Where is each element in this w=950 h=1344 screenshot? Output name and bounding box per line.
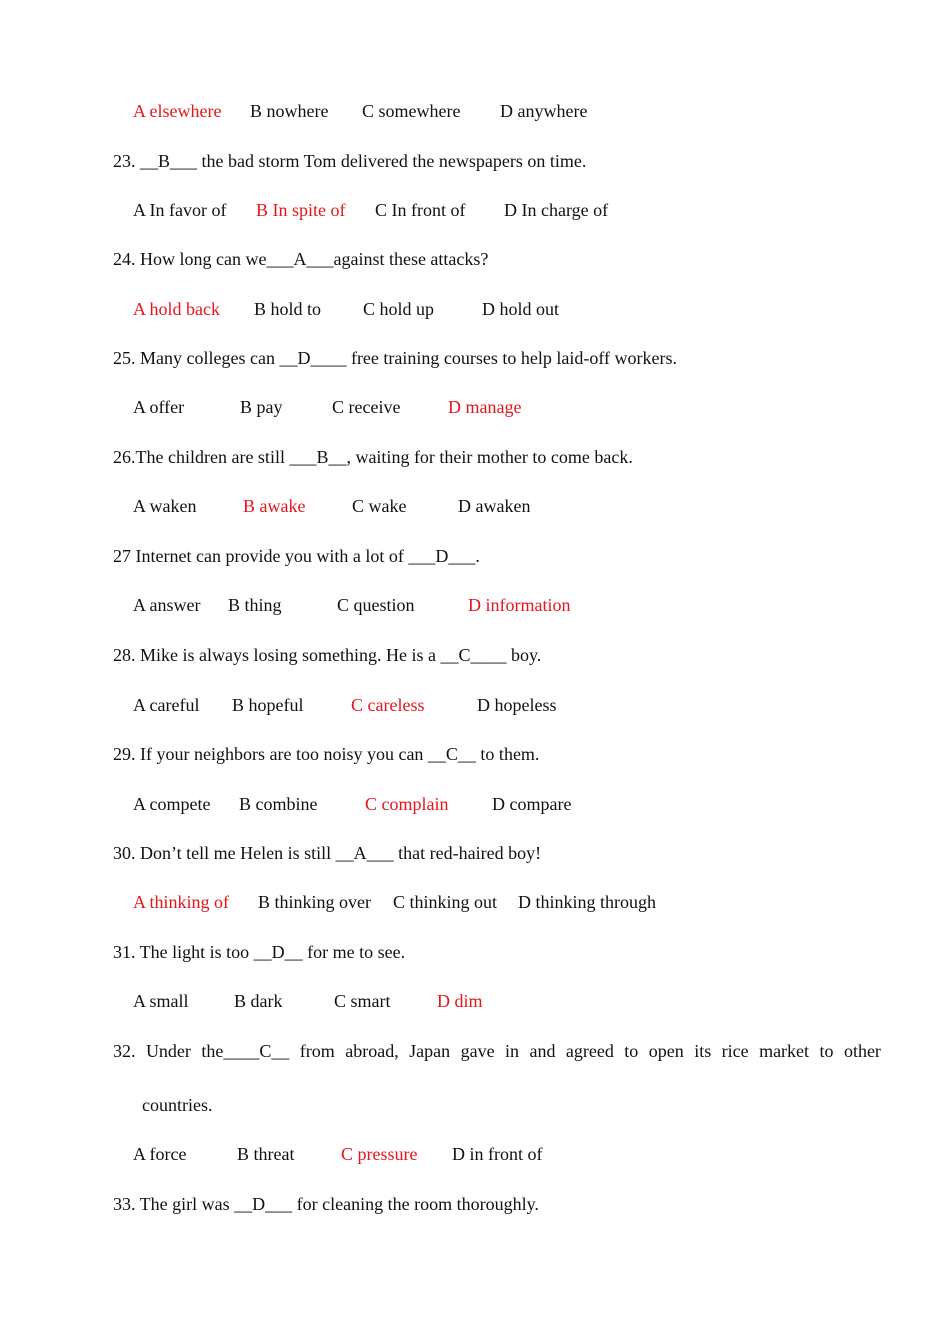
choice-option: A waken xyxy=(133,496,197,516)
question-text xyxy=(113,1040,881,1062)
question-text: 33. The girl was __D___ for cleaning the room thoroughly. xyxy=(113,1194,539,1214)
question-word: Under xyxy=(145,1041,191,1061)
choice-option: B hopeful xyxy=(232,695,304,715)
choice-option: A force xyxy=(133,1144,187,1164)
choice-option: B hold to xyxy=(254,299,322,319)
question-word: its xyxy=(694,1041,712,1061)
question-text: 27 Internet can provide you with a lot of ___D___. xyxy=(113,546,480,566)
answer-option: C pressure xyxy=(341,1144,418,1164)
choice-option: D in front of xyxy=(452,1144,543,1164)
choice-option: C smart xyxy=(334,991,391,1011)
choice-option: A In favor of xyxy=(133,200,227,220)
answer-option: A elsewhere xyxy=(133,101,222,121)
question-word: abroad, xyxy=(345,1041,399,1061)
choice-option: C In front of xyxy=(375,200,466,220)
choice-option: C thinking out xyxy=(393,892,498,912)
choice-option: B thing xyxy=(228,595,282,615)
question-text: 25. Many colleges can __D____ free training courses to help laid-off workers. xyxy=(113,348,678,368)
choice-option: C wake xyxy=(352,496,407,516)
question-word: in xyxy=(505,1041,520,1061)
question-word: from xyxy=(299,1041,335,1061)
question-word: rice xyxy=(721,1041,749,1061)
choice-option: D In charge of xyxy=(504,200,609,220)
choice-option: B threat xyxy=(237,1144,295,1164)
choice-option: C receive xyxy=(332,397,401,417)
choice-option: B thinking over xyxy=(258,892,371,912)
question-continuation: countries. xyxy=(142,1095,213,1115)
choice-option: D anywhere xyxy=(500,101,588,121)
answer-option: D information xyxy=(468,595,571,615)
question-word: to xyxy=(819,1041,834,1061)
choice-option: A small xyxy=(133,991,189,1011)
choice-option: B nowhere xyxy=(250,101,329,121)
question-word: Japan xyxy=(409,1041,451,1061)
answer-option: C complain xyxy=(365,794,449,814)
choice-option: D hopeless xyxy=(477,695,557,715)
choice-option: A careful xyxy=(133,695,200,715)
choice-option: C question xyxy=(337,595,415,615)
choice-option: A answer xyxy=(133,595,201,615)
question-text: 30. Don’t tell me Helen is still __A___ that red-haired boy! xyxy=(113,843,542,863)
answer-option: A hold back xyxy=(133,299,220,319)
question-text: 29. If your neighbors are too noisy you can __C__ to them. xyxy=(113,744,540,764)
question-word: market xyxy=(759,1041,810,1061)
answer-option: B awake xyxy=(243,496,306,516)
question-text: 23. __B___ the bad storm Tom delivered the newspapers on time. xyxy=(113,151,587,171)
question-text: 28. Mike is always losing something. He is a __C____ boy. xyxy=(113,645,542,665)
choice-option: C hold up xyxy=(363,299,435,319)
question-word: to xyxy=(624,1041,639,1061)
choice-option: B dark xyxy=(234,991,283,1011)
choice-option: B combine xyxy=(239,794,318,814)
question-text: 24. How long can we___A___against these attacks? xyxy=(113,249,489,269)
answer-option: C careless xyxy=(351,695,425,715)
question-word: and xyxy=(529,1041,556,1061)
choice-option: A compete xyxy=(133,794,211,814)
question-word: open xyxy=(648,1041,684,1061)
question-word: agreed xyxy=(565,1041,614,1061)
question-text: 31. The light is too __D__ for me to see. xyxy=(113,942,406,962)
answer-option: D manage xyxy=(448,397,522,417)
choice-option: D compare xyxy=(492,794,572,814)
question-word: the____C__ xyxy=(201,1041,290,1061)
question-word: gave xyxy=(460,1041,495,1061)
choice-option: C somewhere xyxy=(362,101,461,121)
question-text: 26.The children are still ___B__, waiting for their mother to come back. xyxy=(113,447,633,467)
choice-option: D hold out xyxy=(482,299,560,319)
choice-option: B pay xyxy=(240,397,283,417)
choice-option: A offer xyxy=(133,397,185,417)
question-word: 32. xyxy=(113,1041,136,1061)
choice-option: D thinking through xyxy=(518,892,656,912)
answer-option: D dim xyxy=(437,991,483,1011)
answer-option: A thinking of xyxy=(133,892,230,912)
choice-option: D awaken xyxy=(458,496,531,516)
question-word: other xyxy=(843,1041,881,1061)
answer-option: B In spite of xyxy=(256,200,346,220)
